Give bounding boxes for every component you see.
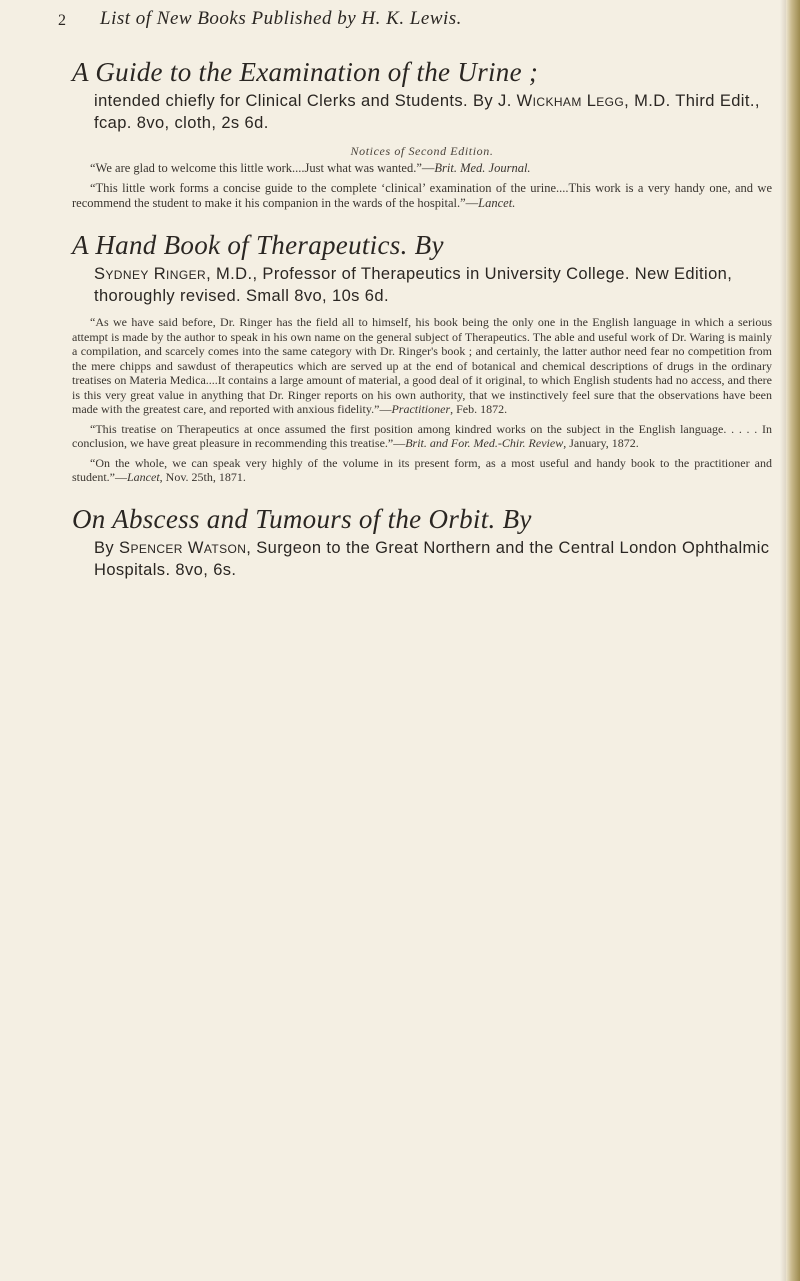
author-name: Spencer Watson [119,538,247,557]
review-quote [72,456,772,485]
page-content [72,56,772,581]
review-source: Lancet [127,470,160,484]
author-name: Wickham Legg [516,92,625,110]
running-head [0,0,780,40]
review-text: “This little work forms a concise guide to the complete ‘clinical’ examination of the urine....This work is a very handy one, and we recommend the student to make it his companion in the wards of the hospital.”— [72,181,772,210]
review-source: Brit. Med. Journal. [434,161,531,175]
book-description [94,537,772,581]
book-title: A Guide to the Examination of the Urine ; [72,57,539,87]
review-text: “As we have said before, Dr. Ringer has the field all to himself, his book being the only one in the English language in which a serious attempt is made by the author to speak in his own name on the general subject of Therapeutics. The able and useful work of Dr. Waring is mainly a compilation, and scarcely comes into the same category with Dr. Ringer's book ; and certainly, the latter author need fear no competition from the mere chipps and sawdust of therapeutics which are served up at the end of botanical and chemical descriptions of drugs in the ordinary treatises on Materia Medica....It contains a large amount of material, a good deal of it original, to which English students had no access, and there is this very great value in anything that Dr. Ringer reports on his own authority, that we instinctively feel sure that the observations have been made with the greatest care, and reported with anxious fidelity.”— [72,315,772,416]
running-head-title: List of New Books Published by H. K. Lewis. [100,8,462,29]
review-quote [72,161,772,176]
book-description [94,263,772,307]
description-intro: intended chiefly for Clinical Clerks and Students. By J. [94,92,517,110]
page-edge [786,0,800,1281]
notices-heading: Notices of Second Edition. [350,144,494,158]
review-source: Brit. and For. Med.-Chir. Review [405,436,564,450]
author-name: Sydney Ringer [94,265,207,283]
description-rest: , Surgeon to the Great Northern and the Central London Ophthalmic Hospitals. 8vo, 6s. [94,538,770,579]
review-source: Practitioner [391,402,451,416]
review-text: “This treatise on Therapeutics at once assumed the first position among kindred works on the subject in the English language. . . . . In conclusion, we have great pleasure in recommending this treatise.”— [72,421,772,450]
book-title: On Abscess and Tumours of the Orbit. By [72,503,532,534]
book-description [94,90,772,134]
review-text: “On the whole, we can speak very highly of the volume in its present form, as a most useful and handy book to the practitioner and student.”— [72,455,772,484]
review-date: , Feb. 1872. [450,402,508,416]
review-text: “We are glad to welcome this little work....Just what was wanted.”— [90,161,435,175]
review-quote [72,315,772,417]
review-date: , Nov. 25th, 1871. [159,470,246,484]
book-entry-therapeutics [72,229,772,485]
book-entry-orbit-tumours [72,503,772,581]
description-rest: , M.D., Professor of Therapeutics in University College. New Edition, thoroughly revised. Small 8vo, 10s 6d. [94,265,733,305]
description-intro: By [94,538,120,557]
review-quote [72,422,772,451]
page-number: 2 [58,12,66,29]
book-title: A Hand Book of Therapeutics. By [72,230,444,260]
description-rest: , M.D. Third Edit., fcap. 8vo, cloth, 2s 6d. [94,92,760,132]
book-entry-urine-guide [72,56,772,211]
review-quote [72,181,772,211]
review-date: , January, 1872. [563,436,639,450]
review-source: Lancet. [478,196,516,210]
